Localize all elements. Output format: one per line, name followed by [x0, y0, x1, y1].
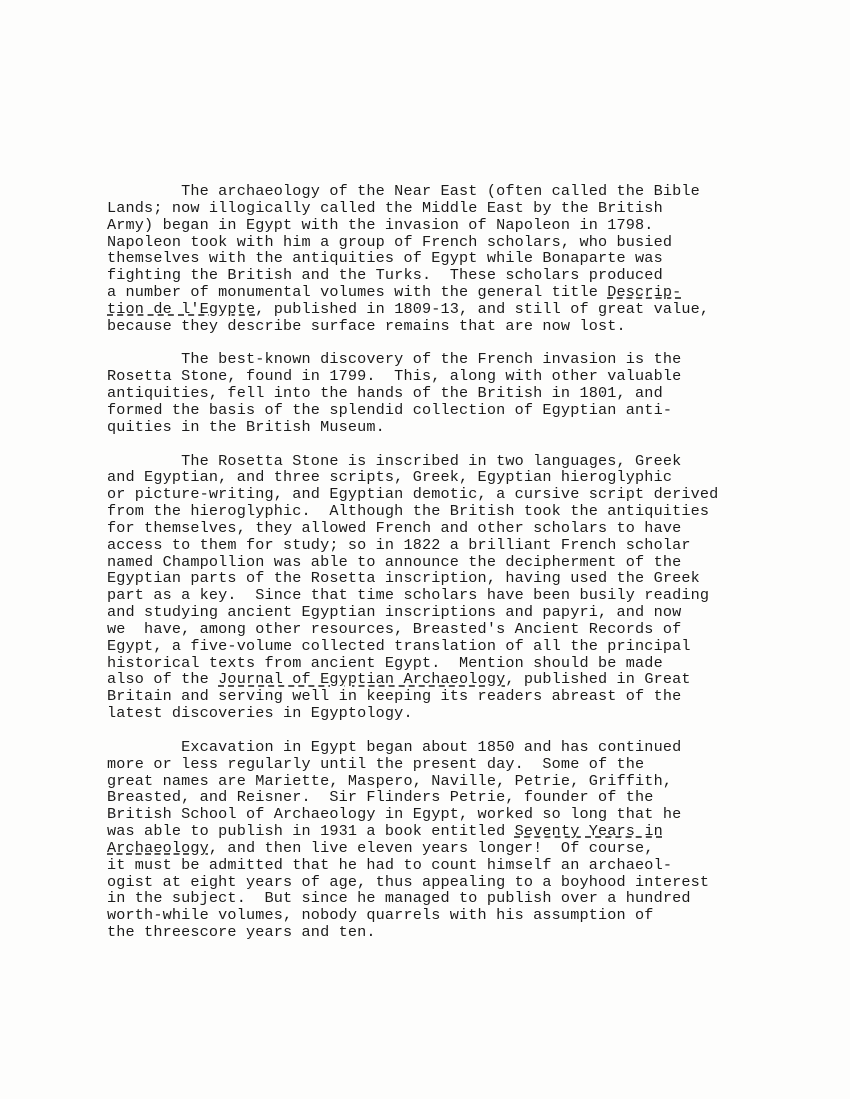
text-line — [107, 671, 807, 688]
text-line — [107, 907, 807, 924]
text-segment: we have, among other resources, Breasted's Ancient Records of — [107, 619, 682, 638]
text-line — [107, 756, 807, 773]
underlined-title: tion de l'Egypte — [107, 299, 256, 318]
text-line — [107, 453, 807, 470]
text-segment: named Champollion was able to announce the decipherment of the — [107, 552, 682, 571]
text-segment: Egyptian parts of the Rosetta inscription, having used the Greek — [107, 569, 700, 588]
text-line — [107, 655, 807, 672]
text-line — [107, 486, 807, 503]
text-line — [107, 520, 807, 537]
text-segment: for themselves, they allowed French and other scholars to have — [107, 518, 682, 537]
text-segment: or picture-writing, and Egyptian demotic, a cursive script derived — [107, 485, 719, 504]
text-segment: Napoleon took with him a group of French scholars, who busied — [107, 232, 673, 251]
text-segment: it must be admitted that he had to count himself an archaeol- — [107, 855, 673, 874]
text-line — [107, 301, 807, 318]
text-segment: Rosetta Stone, found in 1799. This, along with other valuable — [107, 367, 682, 386]
text-line — [107, 402, 807, 419]
text-segment: a number of monumental volumes with the general title — [107, 283, 608, 302]
text-line — [107, 890, 807, 907]
underlined-title: Descrip- — [607, 283, 682, 302]
text-line — [107, 554, 807, 571]
text-segment: historical texts from ancient Egypt. Mention should be made — [107, 653, 663, 672]
text-segment: fighting the British and the Turks. These scholars produced — [107, 266, 663, 285]
text-segment: , and then live eleven years longer! Of course, — [208, 838, 654, 857]
text-segment: and studying ancient Egyptian inscriptions and papyri, and now — [107, 603, 682, 622]
text-segment: , published in 1809-13, and still of great value, — [255, 299, 710, 318]
text-segment: ogist at eight years of age, thus appealing to a boyhood interest — [107, 872, 710, 891]
text-line — [107, 705, 807, 722]
text-line — [107, 638, 807, 655]
text-segment: antiquities, fell into the hands of the British in 1801, and — [107, 384, 663, 403]
text-line — [107, 267, 807, 284]
text-line — [107, 823, 807, 840]
text-segment: also of the — [107, 670, 219, 689]
text-segment: themselves with the antiquities of Egypt while Bonaparte was — [107, 249, 663, 268]
text-segment: The best-known discovery of the French invasion is the — [107, 350, 682, 369]
text-line — [107, 351, 807, 368]
text-line — [107, 739, 807, 756]
text-segment: Excavation in Egypt began about 1850 and has continued — [107, 737, 682, 756]
text-line — [107, 806, 807, 823]
text-segment: more or less regularly until the present day. Some of the — [107, 754, 645, 773]
document-body — [107, 183, 807, 958]
text-line — [107, 857, 807, 874]
text-segment: Lands; now illogically called the Middle East by the British — [107, 198, 663, 217]
text-line — [107, 587, 807, 604]
paragraph — [107, 351, 807, 435]
text-segment: The archaeology of the Near East (often called the Bible — [107, 182, 700, 200]
text-line — [107, 318, 807, 335]
text-line — [107, 840, 807, 857]
text-line — [107, 284, 807, 301]
text-segment: in the subject. But since he managed to publish over a hundred — [107, 889, 691, 908]
text-segment: Breasted, and Reisner. Sir Flinders Petrie, founder of the — [107, 788, 654, 807]
text-segment: and Egyptian, and three scripts, Greek, Egyptian hieroglyphic — [107, 468, 673, 487]
text-segment: quities in the British Museum. — [107, 417, 385, 436]
text-segment: worth-while volumes, nobody quarrels with his assumption of — [107, 906, 654, 925]
underlined-title: Journal of Egyptian Archaeology — [218, 670, 506, 689]
paragraph — [107, 183, 807, 335]
text-segment: the threescore years and ten. — [107, 923, 376, 942]
underlined-title: Archaeology — [107, 838, 209, 857]
text-segment: was able to publish in 1931 a book entitled — [107, 822, 515, 841]
text-line — [107, 217, 807, 234]
text-line — [107, 688, 807, 705]
text-line — [107, 621, 807, 638]
text-line — [107, 604, 807, 621]
text-line — [107, 924, 807, 941]
text-line — [107, 250, 807, 267]
text-segment: from the hieroglyphic. Although the British took the antiquities — [107, 502, 710, 521]
text-segment: The Rosetta Stone is inscribed in two languages, Greek — [107, 451, 682, 470]
text-line — [107, 503, 807, 520]
text-line — [107, 773, 807, 790]
text-segment: great names are Mariette, Maspero, Naville, Petrie, Griffith, — [107, 771, 673, 790]
text-line — [107, 419, 807, 436]
text-line — [107, 537, 807, 554]
paragraph — [107, 453, 807, 723]
text-segment: Britain and serving well in keeping its readers abreast of the — [107, 687, 682, 706]
text-line — [107, 570, 807, 587]
text-line — [107, 385, 807, 402]
text-line — [107, 789, 807, 806]
text-line — [107, 234, 807, 251]
text-line — [107, 469, 807, 486]
text-line — [107, 200, 807, 217]
text-segment: because they describe surface remains that are now lost. — [107, 316, 626, 335]
text-segment: part as a key. Since that time scholars have been busily reading — [107, 586, 710, 605]
text-segment: Egypt, a five-volume collected translation of all the principal — [107, 636, 691, 655]
underlined-title: Seventy Years in — [514, 822, 663, 841]
text-segment: access to them for study; so in 1822 a brilliant French scholar — [107, 535, 691, 554]
text-line — [107, 183, 807, 200]
text-segment: Army) began in Egypt with the invasion of Napoleon in 1798. — [107, 215, 654, 234]
text-segment: formed the basis of the splendid collection of Egyptian anti- — [107, 400, 673, 419]
text-segment: latest discoveries in Egyptology. — [107, 704, 413, 723]
text-segment: British School of Archaeology in Egypt, worked so long that he — [107, 805, 682, 824]
text-segment: , published in Great — [505, 670, 691, 689]
text-line — [107, 874, 807, 891]
text-line — [107, 368, 807, 385]
paragraph — [107, 739, 807, 941]
